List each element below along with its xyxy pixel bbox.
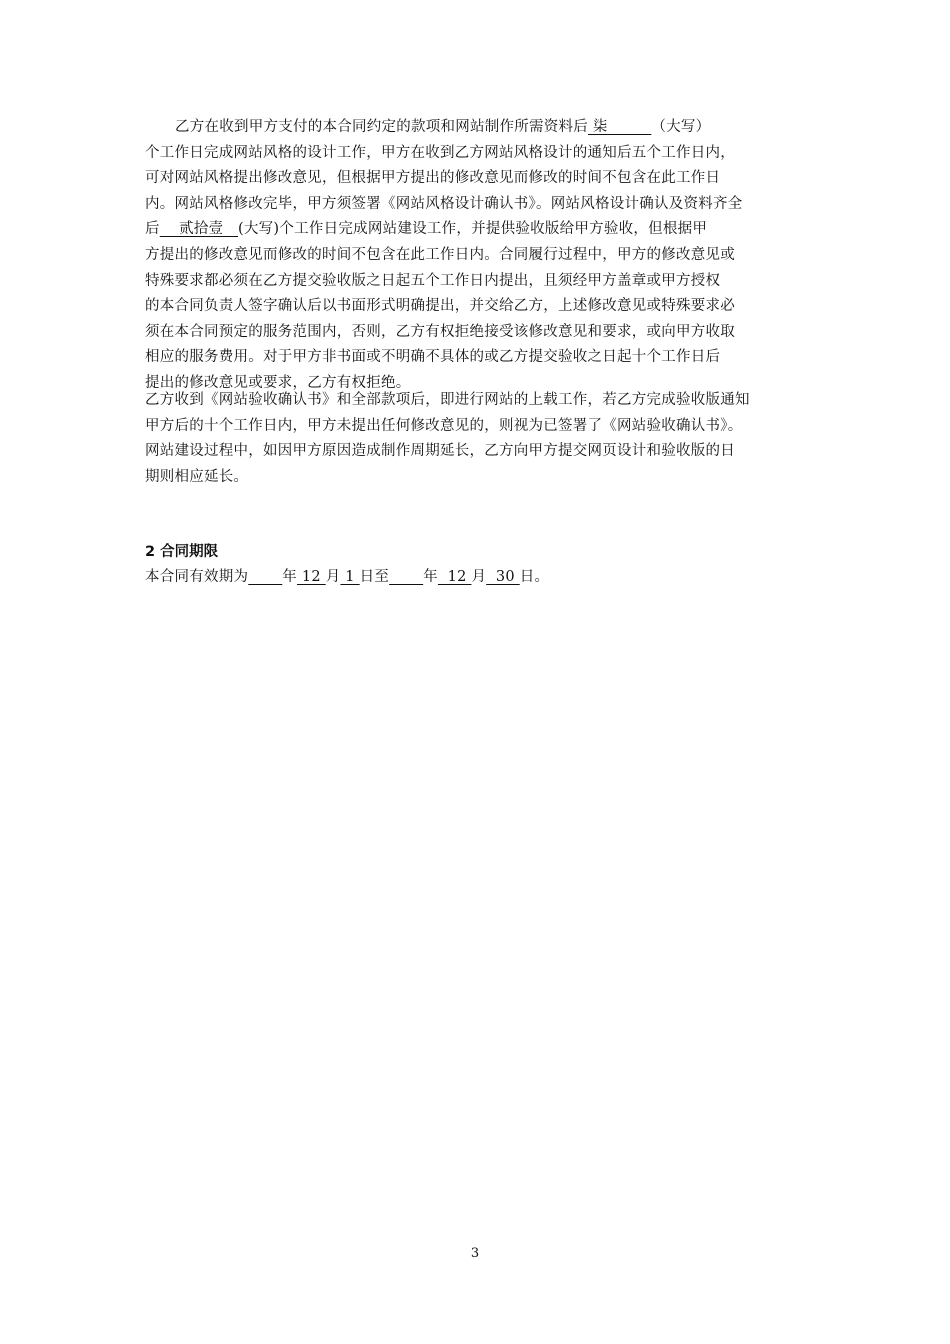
text-line: 相应的服务费用。对于甲方非书面或不明确不具体的或乙方提交验收之日起十个工作日后 [145,349,721,366]
text-segment: 日。 [519,569,550,585]
end-year-blank [389,566,423,588]
text-line: 期则相应延长。 [145,468,249,485]
paragraph-acceptance [145,388,805,439]
text-segment: 年 [423,569,438,585]
text-segment: 乙方在收到甲方支付的本合同约定的款项和网站制作所需资料后 [175,119,588,135]
text-line: 特殊要求都必须在乙方提交验收版之日起五个工作日内提出，且须经甲方盖章或甲方授权 [145,272,721,289]
text-segment: 本合同有效期为 [145,569,249,585]
text-segment: 月 [471,569,487,585]
start-month-blank: 12 [297,569,326,585]
start-year-blank [248,566,282,588]
text-line: 方提出的修改意见而修改的时间不包含在此工作日内。合同履行过程中，甲方的修改意见或 [145,246,735,263]
text-segment: 年 [282,569,298,585]
text-line: 甲方后的十个工作日内，甲方未提出任何修改意见的，则视为已签署了《网站验收确认书》。 [145,417,743,434]
end-month-blank: 12 [437,569,472,585]
text-line: 乙方收到《网站验收确认书》和全部款项后，即进行网站的上载工作，若乙方完成验收版通知 [145,392,750,408]
text-line: 个工作日完成网站风格的设计工作，甲方在收到乙方网站风格设计的通知后五个工作日内， [145,144,735,161]
text-line: 内。网站风格修改完毕，甲方须签署《网站风格设计确认书》。网站风格设计确认及资料齐全 [145,195,743,212]
text-line [145,115,805,141]
text-segment: 后 [145,221,160,238]
text-line: 提出的修改意见或要求，乙方有权拒绝。 [145,374,411,391]
text-segment: 月 [325,569,341,585]
paragraph-delay [145,439,805,490]
text-segment: (大写)个工作日完成网站建设工作，并提供验收版给甲方验收，但根据甲 [238,221,708,238]
text-line [145,217,805,243]
contract-term-line [145,566,549,588]
text-line: 的本合同负责人签字确认后以书面形式明确提出，并交给乙方，上述修改意见或特殊要求必 [145,298,735,315]
page-number: 3 [470,1246,480,1261]
section-heading-contract-term: 2 合同期限 [145,544,219,560]
text-segment: 日至 [359,569,390,585]
end-day-blank: 30 [486,569,520,585]
text-segment: （大写） [651,119,711,135]
paragraph-design-schedule [145,115,805,397]
text-line: 网站建设过程中，如因甲方原因造成制作周期延长，乙方向甲方提交网页设计和验收版的日 [145,443,735,459]
text-line: 须在本合同预定的服务范围内，否则，乙方有权拒绝接受该修改意见和要求，或向甲方收取 [145,323,735,340]
start-day-blank: 1 [340,569,360,585]
filled-blank-days-1: 柒 [588,119,652,135]
filled-blank-days-2: 贰拾壹 [159,221,239,238]
text-line: 可对网站风格提出修改意见，但根据甲方提出的修改意见而修改的时间不包含在此工作日 [145,170,721,187]
